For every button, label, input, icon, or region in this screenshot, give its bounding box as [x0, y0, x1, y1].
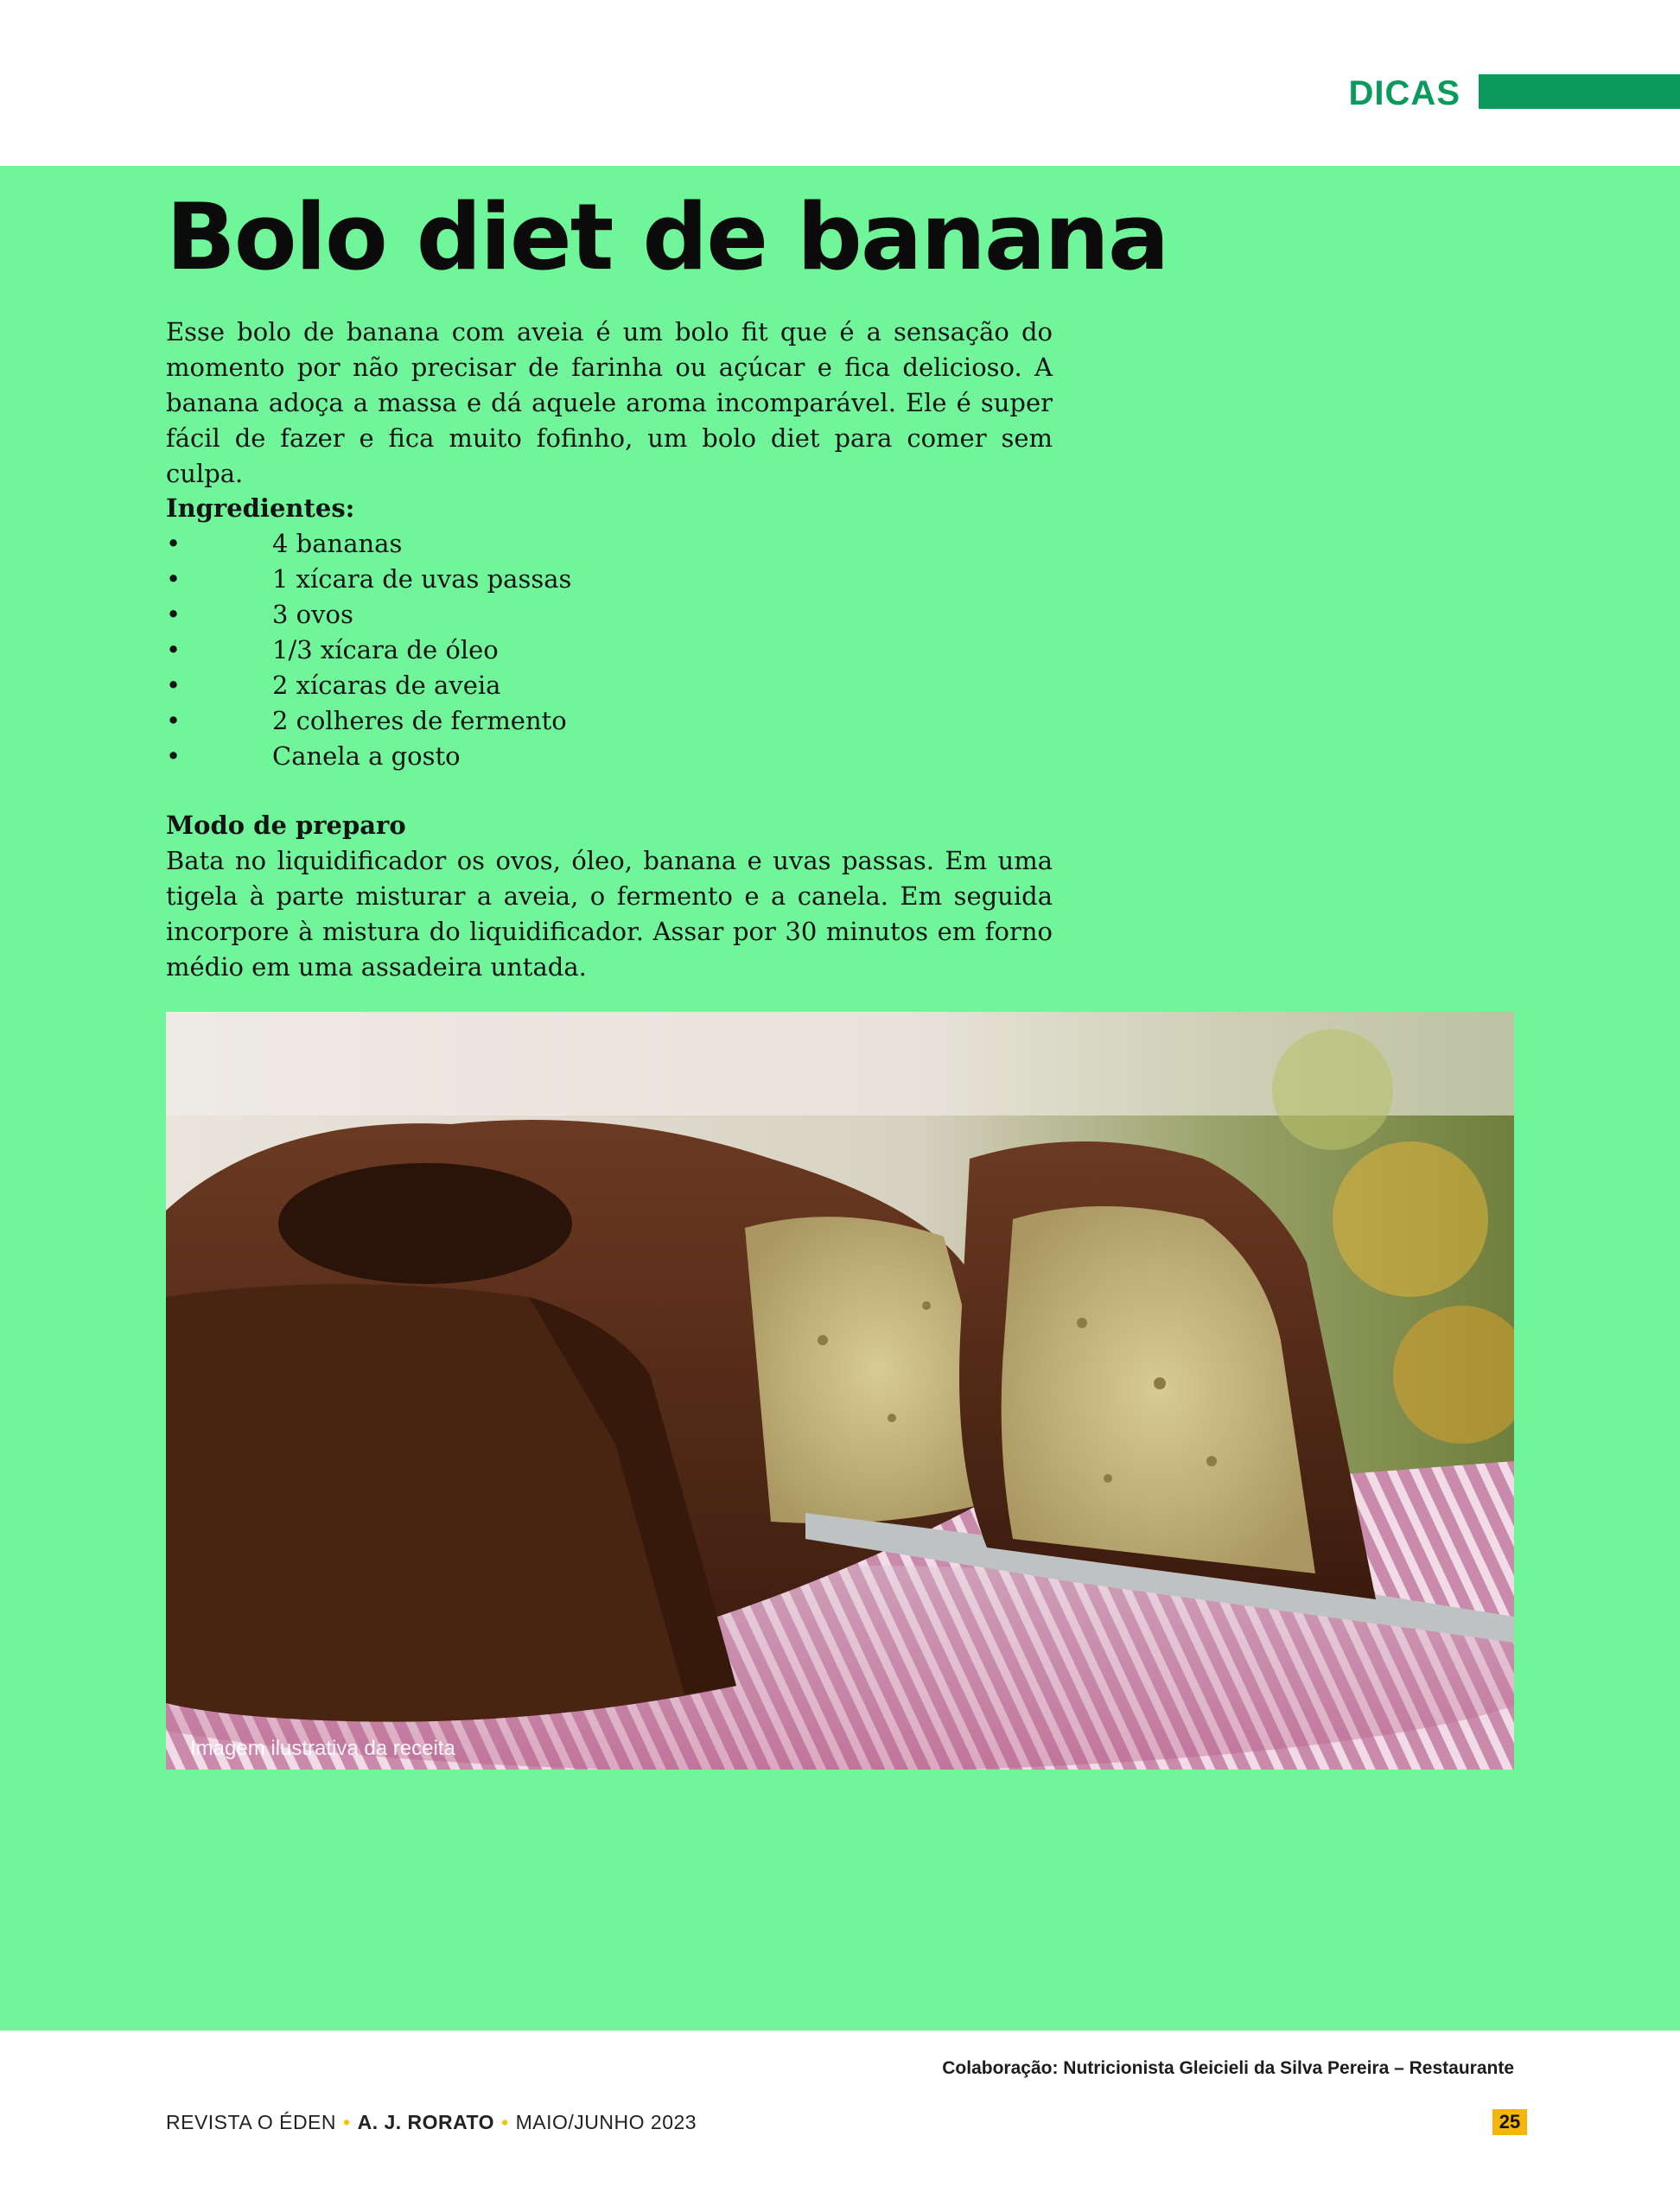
- footer-separator: •: [501, 2111, 509, 2133]
- ingredient-text: 2 xícaras de aveia: [272, 671, 501, 700]
- page-footer: [166, 2108, 697, 2136]
- section-label: DICAS: [1348, 74, 1460, 112]
- cake-illustration: [166, 1012, 1514, 1770]
- list-item: [166, 632, 857, 668]
- ingredient-text: 4 bananas: [272, 529, 403, 558]
- bullet: •: [166, 564, 181, 594]
- ingredient-text: 3 ovos: [272, 600, 353, 629]
- footer-separator: •: [343, 2111, 351, 2133]
- bullet: •: [166, 529, 181, 558]
- photo-caption: Imagem ilustrativa da receita: [190, 1737, 455, 1760]
- preparation-heading: Modo de preparo: [166, 810, 406, 840]
- ingredients-list: [166, 526, 857, 774]
- ingredient-text: 1 xícara de uvas passas: [272, 564, 572, 594]
- list-item: [166, 597, 857, 632]
- bullet: •: [166, 706, 181, 735]
- company-name: A. J. RORATO: [357, 2111, 495, 2133]
- credit-line: Colaboração: Nutricionista Gleicieli da Silva Pereira – Restaurante: [942, 2058, 1514, 2078]
- bullet: •: [166, 741, 181, 771]
- section-accent-bar: [1479, 74, 1680, 109]
- bullet: •: [166, 635, 181, 664]
- ingredient-text: Canela a gosto: [272, 741, 461, 771]
- list-item: [166, 739, 857, 774]
- ingredient-text: 2 colheres de fermento: [272, 706, 567, 735]
- issue-date: MAIO/JUNHO 2023: [515, 2111, 697, 2133]
- ingredient-text: 1/3 xícara de óleo: [272, 635, 499, 664]
- list-item: [166, 668, 857, 703]
- article-intro: Esse bolo de banana com aveia é um bolo fit que é a sensação do momento por não precisar de farinha ou açúcar e fica delicioso. A banana adoça a massa e dá aquele aroma incomparável. Ele é super fácil de fazer e fica muito fofinho, um bolo diet para comer sem culpa.: [166, 317, 1053, 488]
- magazine-name: REVISTA O ÉDEN: [166, 2111, 337, 2133]
- page-number-badge: 25: [1492, 2109, 1527, 2135]
- bullet: •: [166, 671, 181, 700]
- article-title: Bolo diet de banana: [166, 184, 1168, 290]
- list-item: [166, 562, 857, 597]
- ingredients-heading: Ingredientes:: [166, 493, 355, 523]
- list-item: [166, 526, 857, 562]
- cake-photo: [166, 1012, 1514, 1770]
- list-item: [166, 703, 857, 739]
- preparation-text: Bata no liquidificador os ovos, óleo, banana e uvas passas. Em uma tigela à parte misturar a aveia, o fermento e a canela. Em seguida incorpore à mistura do liquidificador. Assar por 30 minutos em forno médio em uma assadeira untada.: [166, 846, 1053, 982]
- bullet: •: [166, 600, 181, 629]
